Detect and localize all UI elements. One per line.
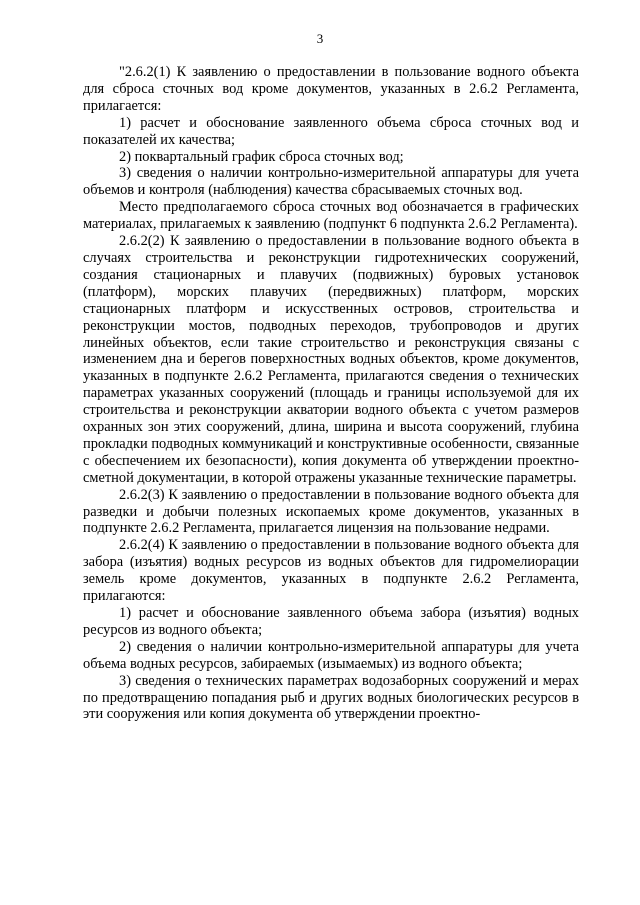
paragraph-2-6-2-3: 2.6.2(3) К заявлению о предоставлении в пользование водного объекта для разведки и добычи полезных ископаемых кроме документов, указанных в подпункте 2.6.2 Регламента, прилагается лицензия на пользование недрами. xyxy=(83,486,579,537)
list-item-2: 2) сведения о наличии контрольно-измерительной аппаратуры для учета объема водных ресурсов, забираемых (изымаемых) из водного объекта; xyxy=(83,638,579,672)
paragraph-2-6-2-2: 2.6.2(2) К заявлению о предоставлении в пользование водного объекта в случаях строительства и реконструкции гидротехнических сооружений, создания стационарных и плавучих (подвижных) буровых установок (платформ), морских плавучих (передвижных) платформ, морских стационарных платформ и искусственных островов, строительства и реконструкции мостов, подводных переходов, трубопроводов и других линейных объектов, если такие строительство и реконструкция связаны с изменением дна и берегов поверхностных водных объектов, кроме документов, указанных в подпункте 2.6.2 Регламента, прилагаются сведения о технических параметрах указанных сооружений (площадь и границы используемой для их строительства и реконструкции акватории водного объекта с учетом размеров охранных зон этих сооружений, длина, ширина и высота сооружений, глубина прокладки подводных коммуникаций и конструктивные особенности, связанные с обеспечением их безопасности), копия документа об утверждении проектно-сметной документации, в которой отражены указанные технические параметры. xyxy=(83,233,579,486)
paragraph-2-6-2-1-intro: "2.6.2(1) К заявлению о предоставлении в пользование водного объекта для сброса сточных вод кроме документов, указанных в 2.6.2 Регламента, прилагается: xyxy=(83,64,579,114)
page-number: 3 xyxy=(316,31,324,46)
list-item-1: 1) расчет и обоснование заявленного объема забора (изъятия) водных ресурсов из водного объекта; xyxy=(83,605,579,638)
list-item-2: 2) поквартальный график сброса сточных вод; xyxy=(119,148,404,165)
list-item-1: 1) расчет и обоснование заявленного объема сброса сточных вод и показателей их качества; xyxy=(83,114,579,148)
paragraph-discharge-location: Место предполагаемого сброса сточных вод обозначается в графических материалах, прилагаемых к заявлению (подпункт 6 подпункта 2.6.2 Регламента). xyxy=(83,199,579,233)
document-body xyxy=(83,64,579,723)
list-item-3: 3) сведения о технических параметрах водозаборных сооружений и мерах по предотвращению попадания рыб и других водных биологических ресурсов в эти сооружения или копия документа об утверждении проектно- xyxy=(83,672,579,723)
list-item-3: 3) сведения о наличии контрольно-измерительной аппаратуры для учета объемов и контроля (наблюдения) качества сбрасываемых сточных вод. xyxy=(83,165,579,199)
paragraph-2-6-2-4-intro: 2.6.2(4) К заявлению о предоставлении в пользование водного объекта для забора (изъятия) водных ресурсов из водных объектов для гидромелиорации земель кроме документов, указанных в подпункте 2.6.2 Регламента, прилагаются: xyxy=(83,537,579,605)
